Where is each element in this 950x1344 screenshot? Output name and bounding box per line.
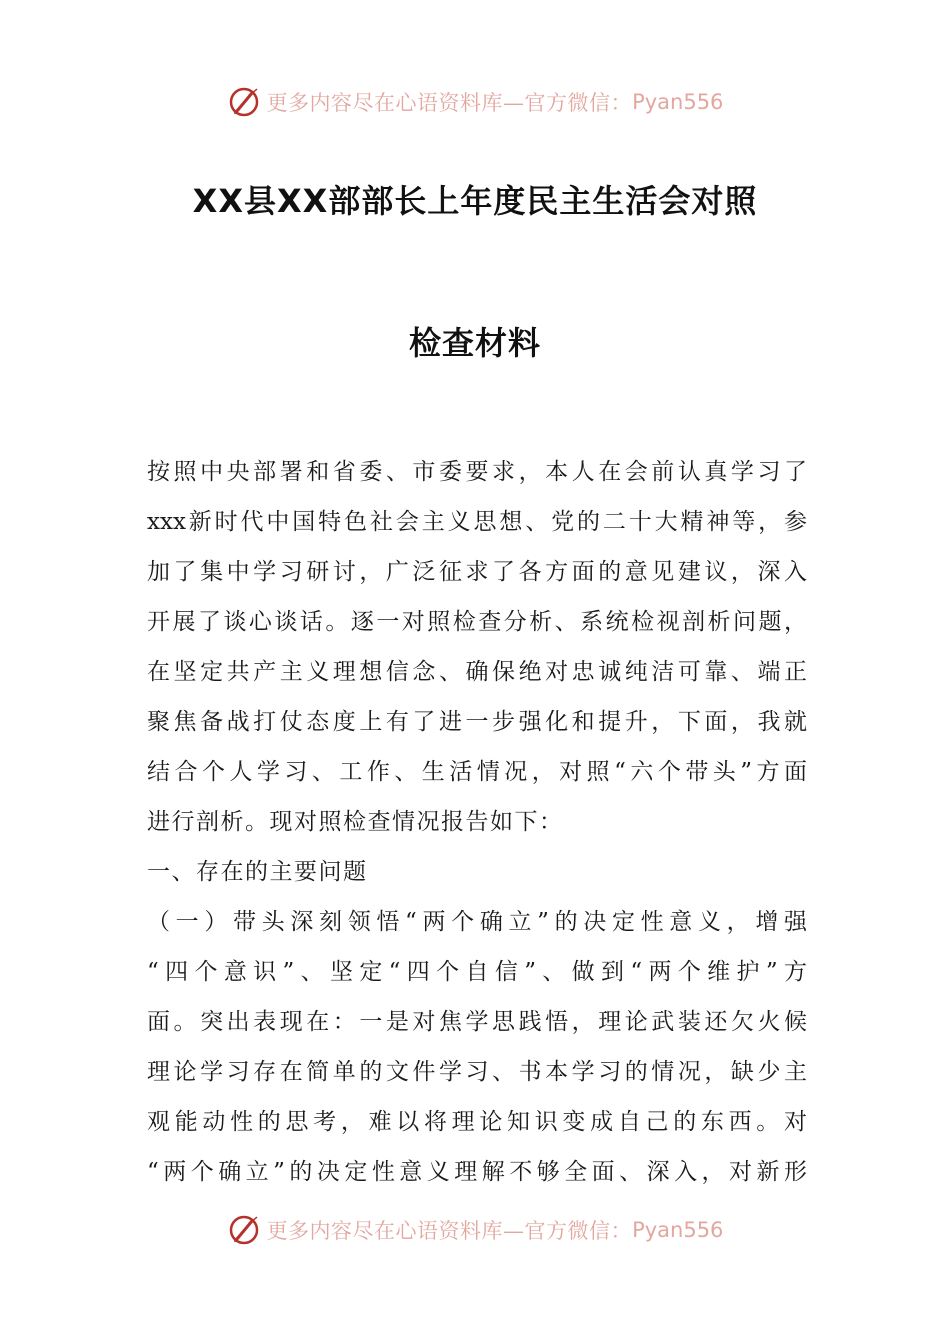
body-line: 面。突出表现在：一是对焦学思践悟，理论武装还欠火候 xyxy=(147,1009,807,1035)
body-line: 观能动性的思考，难以将理论知识变成自己的东西。对 xyxy=(147,1109,807,1135)
watermark-text: 更多内容尽在心语资料库—官方微信： xyxy=(266,91,633,115)
pen-logo-icon xyxy=(227,1213,261,1247)
section-heading: 一、存在的主要问题 xyxy=(147,859,368,885)
body-line: 加了集中学习研讨，广泛征求了各方面的意见建议，深入 xyxy=(147,559,807,585)
document-title-line-1: XX县XX部部长上年度民主生活会对照 xyxy=(192,182,758,220)
body-line: “四个意识”、坚定“四个自信”、做到“两个维护”方 xyxy=(147,959,807,985)
watermark-handle: Pyan556 xyxy=(632,90,724,114)
watermark-text: 更多内容尽在心语资料库—官方微信： xyxy=(266,1219,633,1243)
body-line: 聚焦备战打仗态度上有了进一步强化和提升，下面，我就 xyxy=(147,709,807,735)
document-title-line-2: 检查材料 xyxy=(408,324,541,362)
body-line: xxx新时代中国特色社会主义思想、党的二十大精神等，参 xyxy=(147,509,807,535)
pen-logo-icon xyxy=(227,85,261,119)
watermark-handle: Pyan556 xyxy=(632,1218,724,1242)
body-line: 在坚定共产主义理想信念、确保绝对忠诚纯洁可靠、端正 xyxy=(147,659,807,685)
body-line: 按照中央部署和省委、市委要求，本人在会前认真学习了 xyxy=(147,459,807,485)
body-line: 开展了谈心谈话。逐一对照检查分析、系统检视剖析问题， xyxy=(147,609,807,635)
body-line: 理论学习存在简单的文件学习、书本学习的情况，缺少主 xyxy=(147,1059,807,1085)
header-watermark xyxy=(0,84,950,120)
body-line: 结合个人学习、工作、生活情况，对照“六个带头”方面 xyxy=(147,759,807,785)
body-line: “两个确立”的决定性意义理解不够全面、深入，对新形 xyxy=(147,1159,807,1185)
document-body xyxy=(147,447,807,1197)
body-line: 进行剖析。现对照检查情况报告如下： xyxy=(147,809,564,835)
body-line: （一）带头深刻领悟“两个确立”的决定性意义，增强 xyxy=(147,909,807,935)
footer-watermark xyxy=(0,1212,950,1248)
